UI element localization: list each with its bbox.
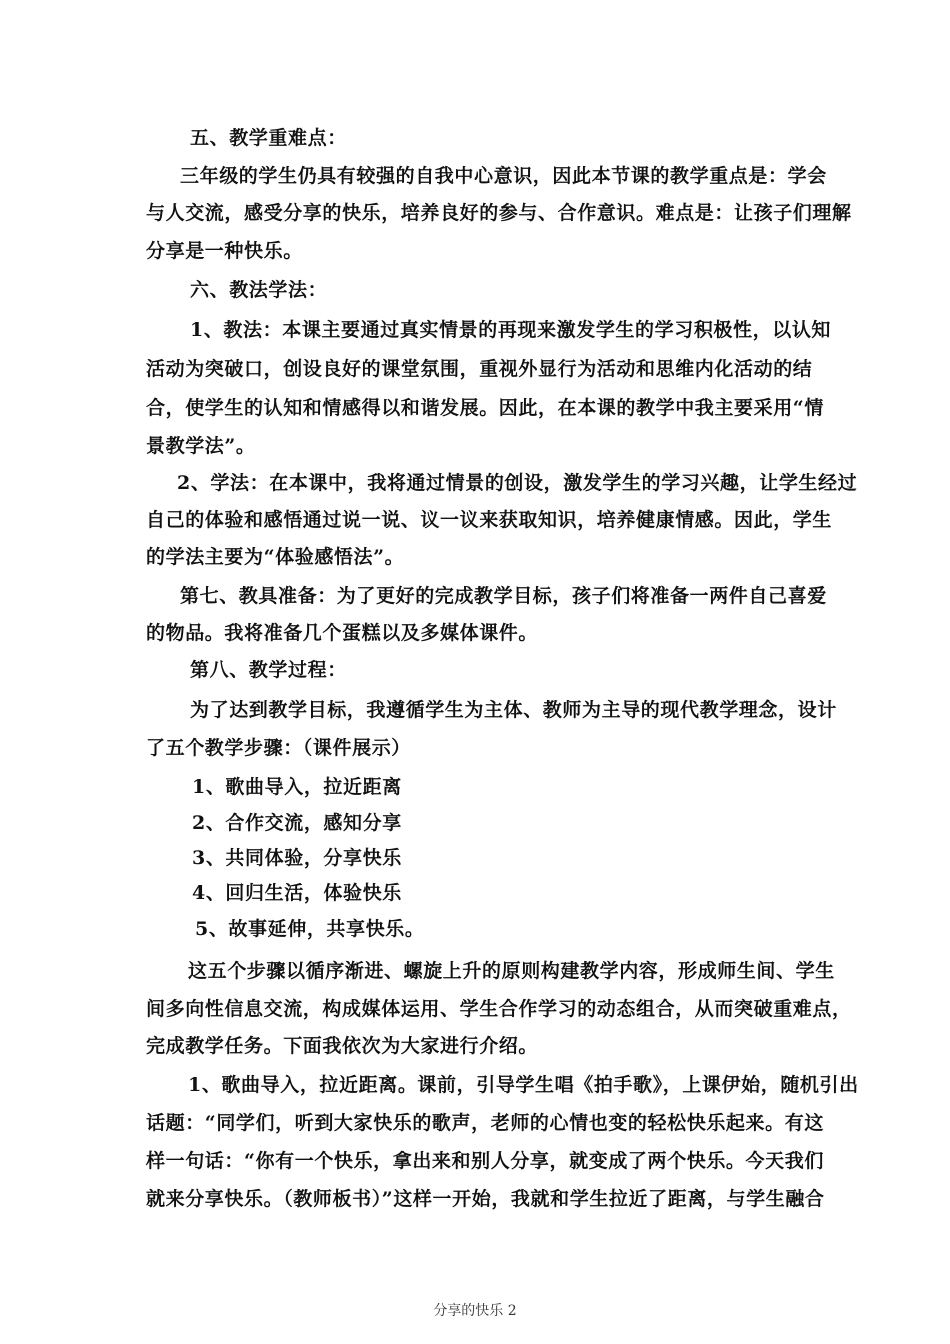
section-heading-6: 六、教法学法：: [190, 279, 328, 301]
paragraph-line: 间多向性信息交流，构成媒体运用、学生合作学习的动态组合，从而突破重难点，: [146, 998, 852, 1020]
paragraph-line: 为了达到教学目标，我遵循学生为主体、教师为主导的现代教学理念，设计: [190, 699, 837, 721]
paragraph-line: 自己的体验和感悟通过说一说、议一议来获取知识，培养健康情感。因此，学生: [146, 509, 833, 531]
section-heading-7: 第七、教具准备：为了更好的完成教学目标，孩子们将准备一两件自己喜爱: [180, 585, 827, 607]
paragraph-line: 1、歌曲导入，拉近距离。课前，引导学生唱《拍手歌》，上课伊始，随机引出: [188, 1074, 859, 1096]
paragraph-line: 话题：“同学们，听到大家快乐的歌声，老师的心情也变的轻松快乐起来。有这: [146, 1112, 824, 1134]
step-item-2: 2、合作交流，感知分享: [192, 812, 402, 834]
paragraph-line: 的物品。我将准备几个蛋糕以及多媒体课件。: [146, 622, 539, 644]
paragraph-line: 完成教学任务。下面我依次为大家进行介绍。: [146, 1035, 539, 1057]
paragraph-line: 分享是一种快乐。: [146, 240, 303, 262]
paragraph-line: 景教学法”。: [146, 435, 256, 457]
paragraph-line: 1、教法：本课主要通过真实情景的再现来激发学生的学习积极性，以认知: [190, 319, 832, 341]
paragraph-line: 与人交流，感受分享的快乐，培养良好的参与、合作意识。难点是：让孩子们理解: [146, 202, 852, 224]
paragraph-line: 的学法主要为“体验感悟法”。: [146, 546, 405, 568]
paragraph-line: 样一句话：“你有一个快乐，拿出来和别人分享，就变成了两个快乐。今天我们: [146, 1150, 824, 1172]
step-item-1: 1、歌曲导入，拉近距离: [192, 776, 402, 798]
paragraph-line: 活动为突破口，创设良好的课堂氛围，重视外显行为活动和思维内化活动的结: [146, 358, 813, 380]
section-heading-5: 五、教学重难点：: [190, 127, 347, 149]
step-item-4: 4、回归生活，体验快乐: [192, 882, 402, 904]
paragraph-line: 了五个教学步骤：（课件展示）: [146, 737, 411, 759]
paragraph-line: 三年级的学生仍具有较强的自我中心意识，因此本节课的教学重点是：学会: [180, 165, 827, 187]
page-footer: 分享的快乐 2: [433, 1303, 517, 1319]
section-heading-8: 第八、教学过程：: [190, 659, 347, 681]
paragraph-line: 合，使学生的认知和情感得以和谐发展。因此，在本课的教学中我主要采用“情: [146, 397, 824, 419]
paragraph-line: 这五个步骤以循序渐进、螺旋上升的原则构建教学内容，形成师生间、学生: [188, 960, 835, 982]
paragraph-line: 就来分享快乐。（教师板书）”这样一开始，我就和学生拉近了距离，与学生融合: [146, 1188, 825, 1210]
step-item-3: 3、共同体验，分享快乐: [192, 847, 402, 869]
step-item-5: 5、故事延伸，共享快乐。: [195, 918, 425, 940]
paragraph-line: 2、学法：在本课中，我将通过情景的创设，激发学生的学习兴趣，让学生经过: [177, 472, 858, 494]
